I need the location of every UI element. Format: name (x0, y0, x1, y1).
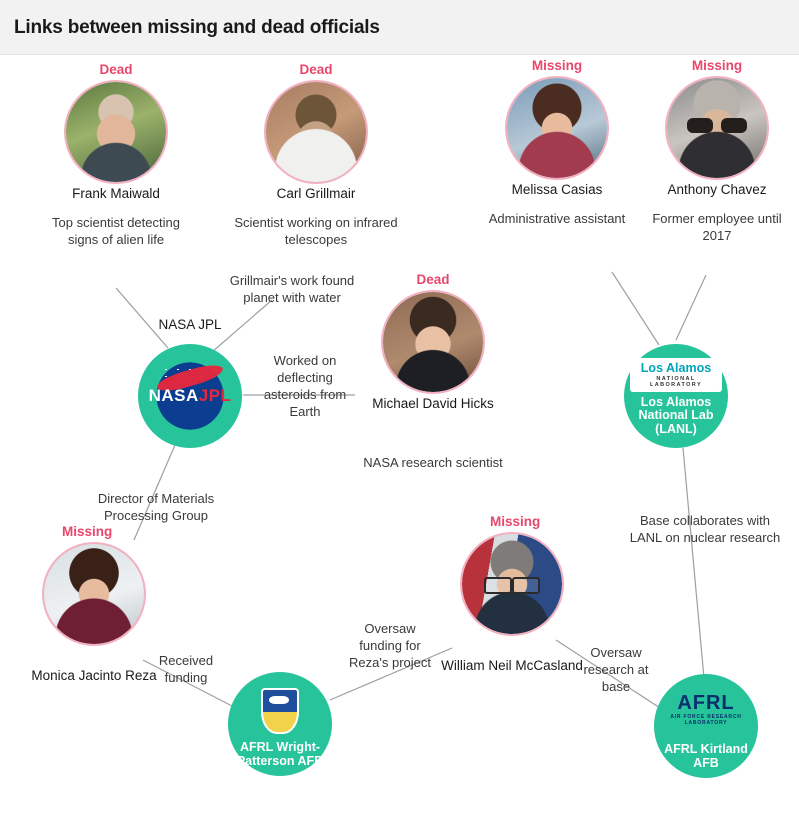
portrait-frank-maiwald (66, 82, 166, 182)
nasa-jpl-wordmark (142, 386, 238, 406)
status-badge: Dead (299, 62, 333, 77)
org-node-nasa-jpl[interactable] (138, 317, 242, 448)
person-description: Scientist working on infrared telescopes (234, 215, 398, 247)
org-node-afrl-kirtland[interactable] (654, 674, 758, 778)
nasa-jpl-logo-icon (142, 348, 238, 444)
person-name: Michael David Hicks (372, 396, 494, 411)
avatar (42, 542, 146, 646)
air-force-shield-icon (261, 688, 299, 734)
status-badge: Dead (416, 272, 450, 287)
avatar (381, 290, 485, 394)
status-badge: Missing (490, 514, 541, 529)
avatar (460, 532, 564, 636)
page-title: Links between missing and dead officials (14, 17, 380, 38)
org-node-afrl-wright-patterson[interactable] (228, 672, 332, 776)
link-caption-mccasland-oversaw-funding: Oversaw funding for Reza's project (349, 621, 431, 670)
sunglasses-icon (687, 118, 747, 133)
org-label: AFRL Kirtland AFB (664, 742, 748, 770)
person-description: NASA research scientist (363, 455, 503, 470)
avatar (64, 80, 168, 184)
person-name: William Neil McCasland (441, 658, 583, 673)
afrl-logo-icon (659, 692, 753, 728)
person-name: Anthony Chavez (667, 182, 767, 197)
status-badge: Dead (99, 62, 133, 77)
person-name: Monica Jacinto Reza (31, 668, 157, 683)
avatar (505, 76, 609, 180)
portrait-melissa-casias (507, 78, 607, 178)
lanl-logo-line2: NATIONAL LABORATORY (649, 376, 703, 388)
link-caption-reza-director: Director of Materials Processing Group (97, 491, 215, 523)
status-badge: Missing (62, 524, 113, 539)
glasses-icon (484, 577, 540, 590)
person-name: Carl Grillmair (276, 186, 356, 201)
org-label: NASA JPL (158, 317, 222, 332)
afrl-logo-line1: AFRL (677, 692, 735, 714)
person-description: Top scientist detecting signs of alien life (52, 215, 180, 247)
nasa-wordmark-text: NASA (148, 386, 199, 405)
lanl-logo-line1: Los Alamos (640, 361, 712, 375)
status-badge: Missing (531, 58, 583, 73)
link-caption-grillmair-water: Grillmair's work found planet with water (229, 273, 355, 305)
person-description: Administrative assistant (488, 211, 626, 226)
lanl-logo-icon (630, 358, 722, 392)
org-node-lanl[interactable] (624, 344, 728, 448)
jpl-wordmark-text: JPL (198, 386, 232, 405)
avatar (264, 80, 368, 184)
status-badge: Missing (691, 58, 743, 73)
person-description: Former employee until 2017 (652, 211, 782, 243)
person-name: Frank Maiwald (72, 186, 160, 201)
portrait-monica-jacinto-reza (44, 544, 144, 644)
link-caption-mccasland-oversaw-research: Oversaw research at base (583, 645, 649, 694)
link-caption-hicks-asteroids: Worked on deflecting asteroids from Earth (263, 353, 347, 419)
portrait-michael-david-hicks (383, 292, 483, 392)
avatar (665, 76, 769, 180)
org-label: Los Alamos National Lab (LANL) (638, 394, 714, 436)
person-name: Melissa Casias (511, 182, 603, 197)
afrl-logo-line2: AIR FORCE RESEARCH LABORATORY (670, 714, 742, 726)
link-caption-reza-funding: Received funding (158, 653, 214, 685)
link-caption-base-collaborates: Base collaborates with LANL on nuclear research (629, 513, 781, 545)
portrait-carl-grillmair (266, 82, 366, 182)
org-label: AFRL Wright-Patterson AFB (236, 740, 324, 768)
